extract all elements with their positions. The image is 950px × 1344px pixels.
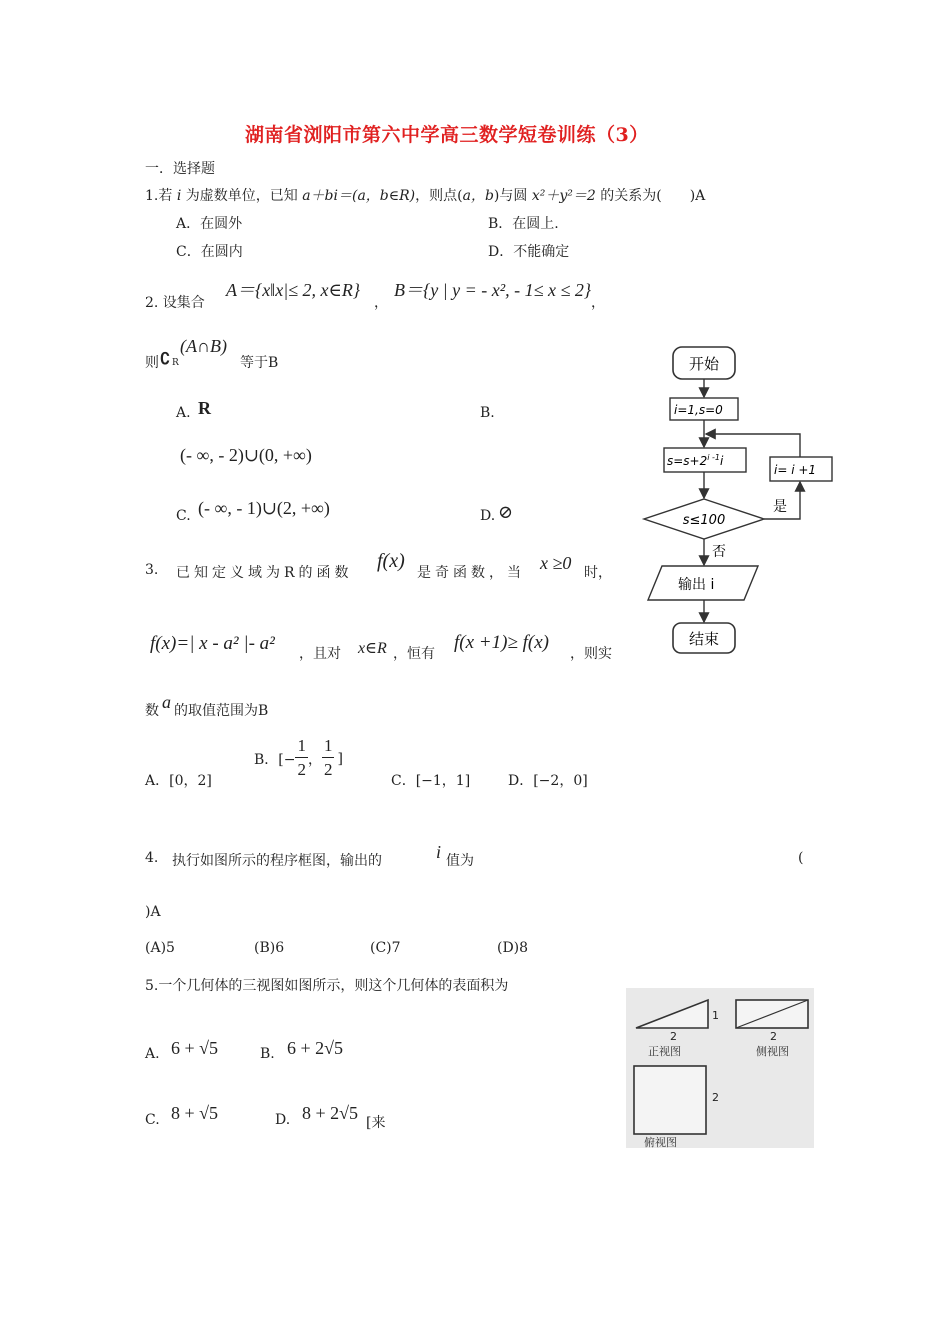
q3-fraction-1-num: 1 [295,737,308,758]
q2-comma-2: ， [591,295,605,311]
q3-condition: x ≥0 [540,553,572,573]
q3-inequality: f(x +1)≥ f(x) [454,632,549,653]
q3-option-c: C．[−1，1] [391,773,471,789]
q3-fraction-1 [295,737,308,778]
q4-option-b: (B)6 [254,940,285,956]
q1-text-d: )与圆 [493,188,532,204]
flow-init-label: i=1,s=0 [674,403,723,417]
q5-option-c-value: 8 + √5 [171,1103,219,1123]
q3-fraction-1-den: 2 [297,760,306,779]
q2-line2-lead: 则 [145,355,159,371]
q1-option-b: B．在圆上. [488,216,559,232]
q2-option-b-label: B. [480,405,495,421]
q4-text-2: 值为 [446,853,474,869]
flow-no-label: 否 [712,544,726,560]
flow-update-exp: i -1 [707,453,720,462]
q1-var-i: i [176,188,182,204]
q1-text-c: ，则点( [415,188,463,204]
q5-option-d-label: D. [275,1112,291,1128]
flow-output-label: 输出 i [678,577,715,593]
q3-fraction-2 [322,737,335,778]
front-view-width: 2 [670,1030,677,1043]
q3-text-2: 是奇函数，当 [417,565,525,581]
q2-option-d-value: ⊘ [498,502,514,522]
q3-option-b-comma: ， [307,751,322,768]
side-view-width: 2 [770,1030,777,1043]
q4-var-i: i [436,842,442,862]
q3-fx: f(x) [377,550,405,572]
q2-option-c-label: C. [176,508,191,524]
q2-option-c-value: (- ∞, - 1)∪(2, +∞) [198,498,330,518]
q5-option-d-value: 8 + 2√5 [302,1103,359,1123]
q2-intersection: (A∩B) [180,336,227,356]
q5-option-a-label: A. [145,1046,160,1062]
q1-expr: a＋bi＝(a，b∈R) [302,188,416,204]
q2-line2-tail: 等于B [240,355,279,371]
q3-option-d: D．[−2，0] [508,773,588,789]
q3-text-5: ，恒有 [393,646,435,662]
q5-option-a-value: 6 + √5 [171,1038,219,1058]
flow-condition-label: s≤100 [682,513,726,528]
q2-option-a-value: R [198,398,211,418]
q5-option-b-label: B. [260,1046,275,1062]
q1-stem [145,185,705,205]
top-view-height: 2 [712,1091,719,1104]
q3-text-6: ，则实 [570,646,612,662]
q3-var-a: a [162,692,171,712]
q3-line3-tail: 的取值范围为B [174,703,269,719]
flow-update-i: i [720,454,724,468]
q4-paren-close: )A [145,904,161,920]
q4-number: 4. [145,850,159,866]
section-heading: 一．选择题 [145,161,215,177]
top-view-label: 俯视图 [644,1136,677,1148]
q4-option-a: (A)5 [145,940,175,956]
q2-option-b-value: (- ∞, - 2)∪(0, +∞) [180,445,312,465]
q3-option-a: A．[0，2] [145,773,212,789]
q5-option-c-label: C. [145,1112,160,1128]
q5-option-b-value: 6 + 2√5 [287,1038,344,1058]
q3-fraction-2-den: 2 [323,760,333,779]
flow-start-label: 开始 [688,355,720,373]
q1-option-a: A．在圆外 [176,216,243,232]
flowchart [640,340,840,660]
q4-option-d: (D)8 [497,940,529,956]
q3-option-b [254,737,343,778]
q3-line3-lead: 数 [145,703,159,719]
q2-option-a-label: A. [176,405,191,421]
complement-symbol: ∁ [160,349,171,368]
q5-stem: 5.一个几何体的三视图如图所示，则这个几何体的表面积为 [145,978,509,994]
q3-text-1: 已知定义域为R的函数 [176,565,353,581]
side-view-label: 侧视图 [756,1045,789,1058]
q4-paren-open: ( [798,850,804,866]
q3-text-3: 时， [584,565,612,581]
q3-number: 3. [145,562,159,578]
q1-ab: a，b [462,188,494,204]
q2-set-a: A＝{x‖x|≤ 2, x∈R} [226,280,361,300]
q1-number: 1. [145,188,159,204]
top-view-square [634,1066,706,1134]
q3-option-b-prefix: B．[− [254,751,296,768]
q3-formula: f(x)=| x - a² |- a² [150,633,275,654]
flow-end-label: 结束 [688,630,720,648]
front-view-label: 正视图 [648,1045,681,1058]
q1-option-d: D．不能确定 [488,244,570,260]
q1-text-a: 若 [158,188,177,204]
q1-text-e: 的关系为( )A [595,188,706,204]
q5-trailing-text: [来 [366,1115,386,1131]
q3-fraction-2-num: 1 [322,737,335,758]
q1-option-c: C．在圆内 [176,244,243,260]
q3-x-in-r: x∈R [358,640,387,657]
front-view-height: 1 [712,1009,719,1022]
flow-yes-label: 是 [773,499,787,515]
q2-lead: 2. 设集合 [145,295,205,311]
complement-subscript: R [172,358,179,368]
q3-option-b-suffix: ] [337,750,343,767]
flow-increment-label: i= i +1 [774,463,817,477]
q2-option-d-label: D. [480,508,496,524]
page-title: 湖南省浏阳市第六中学高三数学短卷训练（3） [245,124,649,146]
q3-text-4: ，且对 [299,646,341,662]
q4-option-c: (C)7 [370,940,401,956]
flow-update-base: s=s+2 [667,454,708,468]
q4-text-1: 执行如图所示的程序框图，输出的 [172,853,382,869]
q1-text-b: 为虚数单位，已知 [181,188,303,204]
three-views-figure [626,988,814,1148]
q2-set-b: B＝{y | y = - x², - 1≤ x ≤ 2} [394,280,592,300]
q2-comma: ， [374,295,388,311]
q1-circle: x²＋y²＝2 [531,188,596,204]
